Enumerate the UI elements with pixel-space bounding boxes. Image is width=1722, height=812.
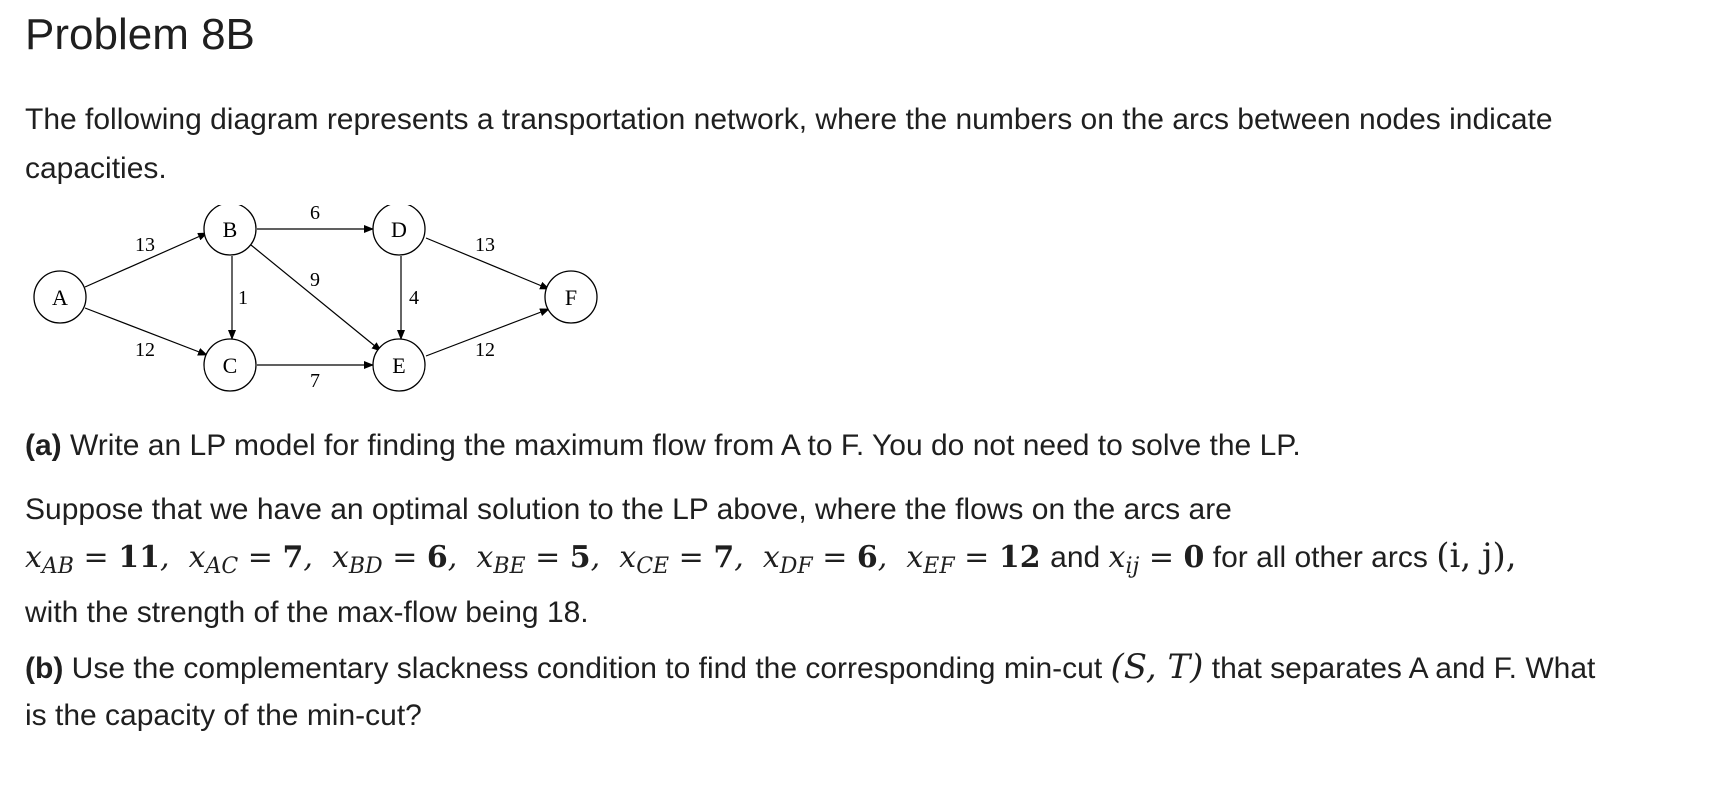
node-B-label: B <box>222 217 238 242</box>
intro-line-2: capacities. <box>25 152 167 185</box>
capacity-B-C: 1 <box>238 287 248 309</box>
flow-term: $x_{BD} = 6$, <box>331 540 467 579</box>
arc-B-E <box>251 245 381 351</box>
part-a-paragraph <box>25 421 1695 470</box>
part-a-label: (a) <box>25 429 62 462</box>
xij-term: $x_{ij} = 0$ <box>1108 540 1205 579</box>
part-b-text-1: Use the complementary slackness condition to find the corresponding min-cut <box>71 652 1103 685</box>
solution-line-3: with the strength of the max-flow being 18. <box>25 596 589 629</box>
cut-notation: (S, T) <box>1110 647 1204 687</box>
flow-term: $x_{CE} = 7$, <box>619 540 754 579</box>
part-b-text-2: that separates A and F. What <box>1211 652 1596 685</box>
intro-paragraph <box>25 95 1695 193</box>
flow-values <box>25 540 1050 579</box>
part-a-text: Write an LP model for finding the maximum flow from A to F. You do not need to solve the LP. <box>70 429 1301 462</box>
flow-term: $x_{AB} = 11$, <box>25 540 180 579</box>
page-title: Problem 8B <box>25 10 255 59</box>
capacity-B-E: 9 <box>310 269 320 291</box>
arc-pair: (i, j), <box>1436 536 1517 576</box>
flow-term: $x_{EF} = 12$ <box>906 540 1041 579</box>
node-A-label: A <box>52 285 68 310</box>
capacity-E-F: 12 <box>475 339 495 361</box>
flow-term: $x_{AC} = 7$, <box>188 540 323 579</box>
capacity-C-E: 7 <box>310 370 320 392</box>
part-b-paragraph <box>25 644 1695 739</box>
capacity-A-C: 12 <box>135 339 155 361</box>
capacity-D-E: 4 <box>409 287 419 309</box>
other-arcs-text: for all other arcs <box>1212 541 1428 574</box>
node-C-label: C <box>222 353 238 378</box>
solution-line-1: Suppose that we have an optimal solution to the LP above, where the flows on the arcs are <box>25 493 1232 526</box>
capacity-A-B: 13 <box>135 234 155 256</box>
solution-paragraph <box>25 487 1695 636</box>
part-b-line-2: is the capacity of the min-cut? <box>25 699 422 732</box>
node-D-label: D <box>391 217 407 242</box>
flow-term: $x_{BE} = 5$, <box>476 540 610 579</box>
part-b-label: (b) <box>25 652 64 685</box>
node-F-label: F <box>564 285 578 310</box>
node-E-label: E <box>392 353 406 378</box>
capacity-B-D: 6 <box>310 205 320 224</box>
intro-line-1: The following diagram represents a transportation network, where the numbers on the arcs between nodes indicate <box>25 103 1553 136</box>
network-diagram <box>25 205 725 405</box>
flow-term: $x_{DF} = 6$, <box>762 540 897 579</box>
capacity-D-F: 13 <box>475 234 495 256</box>
and-word: and <box>1050 541 1101 574</box>
